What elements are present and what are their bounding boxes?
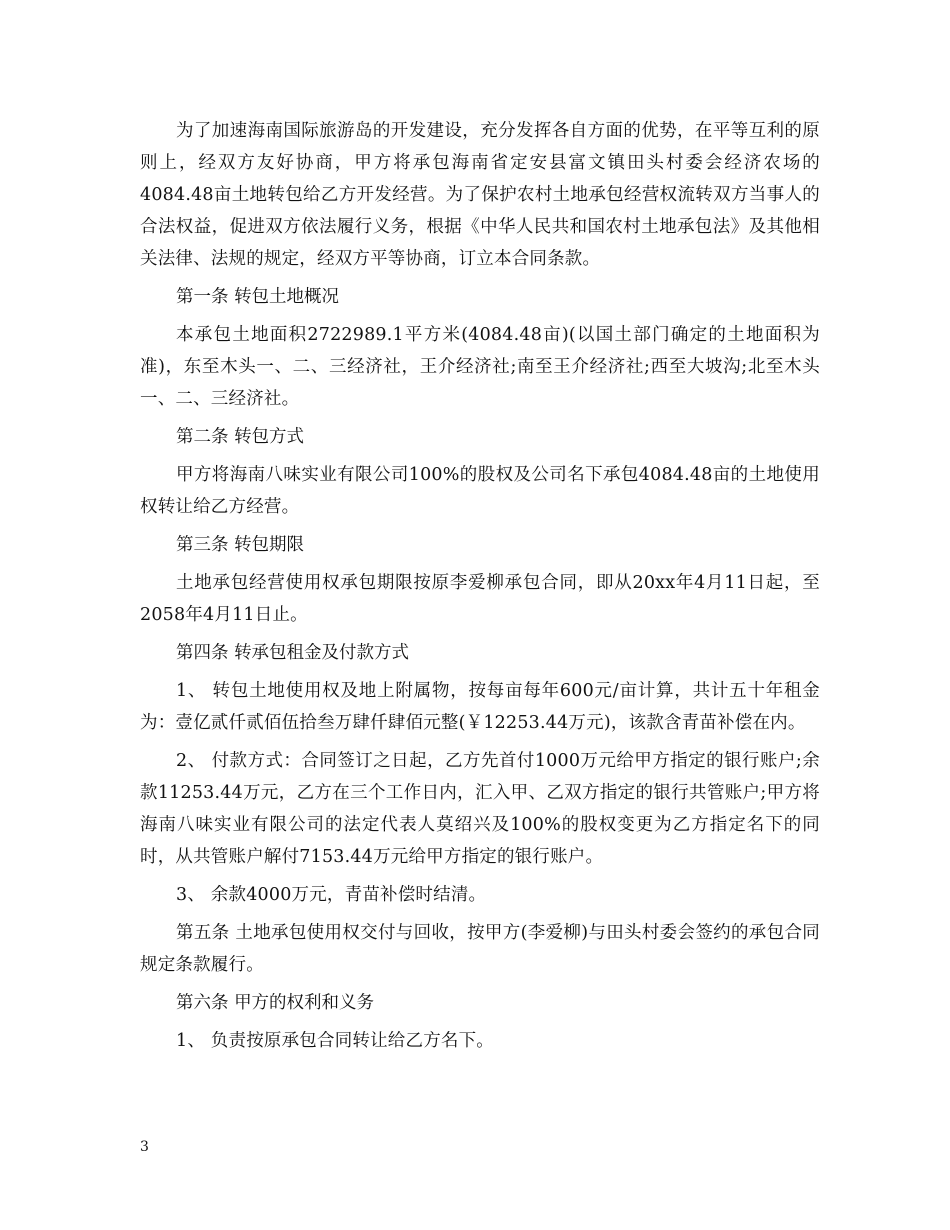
document-body	[140, 115, 820, 1063]
article-1-paragraph: 本承包土地面积2722989.1平方米(4084.48亩)(以国土部门确定的土地面积为准)，东至木头一、二、三经济社，王介经济社;南至王介经济社;西至大坡沟;北至木头一、二、三经济社。	[140, 325, 820, 409]
article-4-item-3: 3、 余款4000万元，青苗补偿时结清。	[176, 885, 487, 905]
article-3-heading: 第三条 转包期限	[176, 535, 305, 555]
article-2-paragraph: 甲方将海南八味实业有限公司100%的股权及公司名下承包4084.48亩的土地使用权转让给乙方经营。	[140, 465, 820, 517]
article-6-item-1: 1、 负责按原承包合同转让给乙方名下。	[176, 1031, 494, 1051]
article-6-heading: 第六条 甲方的权利和义务	[176, 993, 375, 1013]
article-3-paragraph: 土地承包经营使用权承包期限按原李爱柳承包合同，即从20xx年4月11日起，至2058年4月11日止。	[140, 573, 820, 625]
article-1-heading: 第一条 转包土地概况	[176, 287, 340, 307]
article-4-item-2: 2、 付款方式：合同签订之日起，乙方先首付1000万元给甲方指定的银行账户;余款11253.44万元，乙方在三个工作日内，汇入甲、乙双方指定的银行共管账户;甲方将海南八味实业有限公司的法定代表人莫绍兴及100%的股权变更为乙方指定名下的同时，从共管账户解付7153.44万元给甲方指定的银行账户。	[140, 751, 820, 867]
article-2-heading: 第二条 转包方式	[176, 427, 305, 447]
intro-paragraph: 为了加速海南国际旅游岛的开发建设，充分发挥各自方面的优势，在平等互利的原则上，经双方友好协商，甲方将承包海南省定安县富文镇田头村委会经济农场的4084.48亩土地转包给乙方开发经营。为了保护农村土地承包经营权流转双方当事人的合法权益，促进双方依法履行义务，根据《中华人民共和国农村土地承包法》及其他相关法律、法规的规定，经双方平等协商，订立本合同条款。	[140, 121, 820, 269]
article-4-item-1: 1、 转包土地使用权及地上附属物，按每亩每年600元/亩计算，共计五十年租金为：壹亿贰仟贰佰伍拾叁万肆仟肆佰元整(￥12253.44万元)，该款含青苗补偿在内。	[140, 681, 820, 733]
article-4-heading: 第四条 转承包租金及付款方式	[176, 643, 410, 663]
article-5-paragraph: 第五条 土地承包使用权交付与回收，按甲方(李爱柳)与田头村委会签约的承包合同规定条款履行。	[140, 923, 820, 975]
page-number: 3	[140, 1139, 149, 1155]
